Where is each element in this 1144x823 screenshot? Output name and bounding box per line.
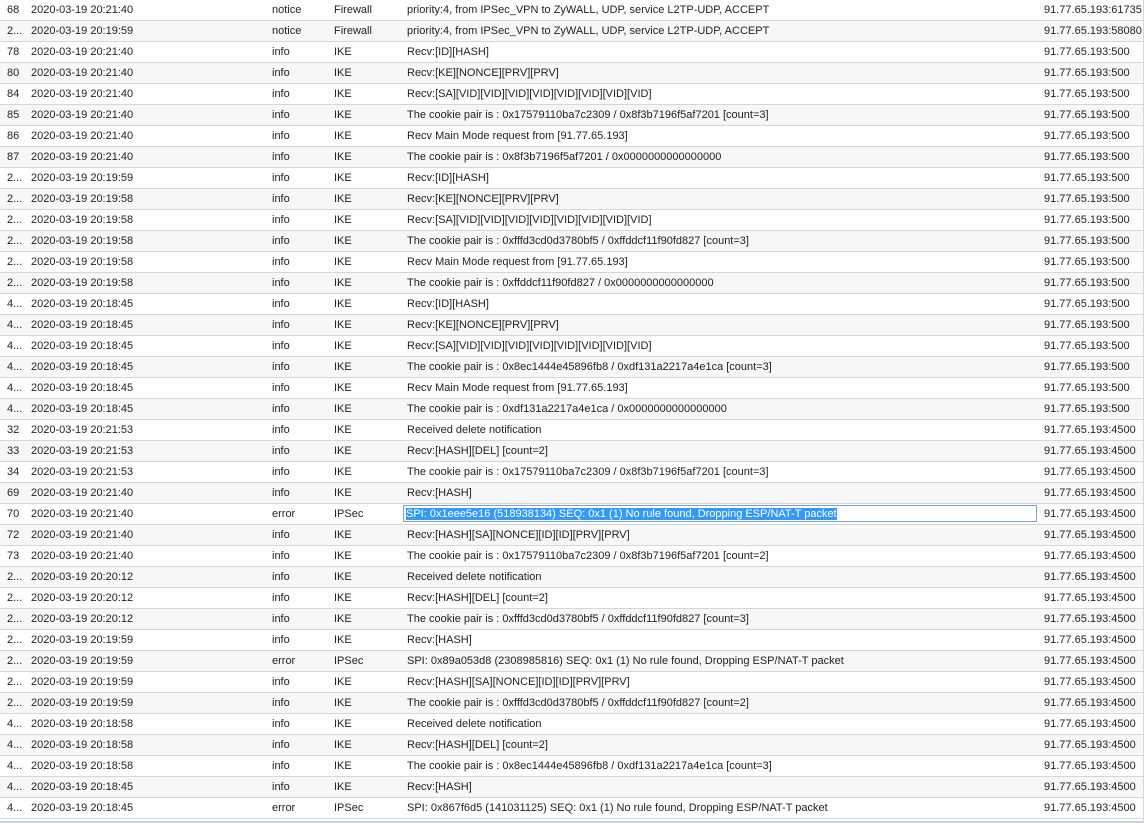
log-source-cell: 91.77.65.193:4500 (1044, 781, 1136, 793)
table-row[interactable] (0, 588, 1144, 609)
log-priority-cell: info (272, 319, 290, 331)
log-priority-cell: notice (272, 25, 302, 37)
log-priority-cell: info (272, 46, 290, 58)
log-source-cell: 91.77.65.193:500 (1044, 277, 1130, 289)
log-number-cell: 4... (7, 298, 23, 310)
log-message-cell: Recv:[SA][VID][VID][VID][VID][VID][VID][VID][VID] (407, 340, 652, 352)
log-number-cell: 2... (7, 235, 23, 247)
log-message-cell: Recv Main Mode request from [91.77.65.193] (407, 130, 628, 142)
log-category-cell: IKE (334, 781, 352, 793)
log-message-cell: Received delete notification (407, 571, 542, 583)
log-category-cell: IKE (334, 109, 352, 121)
log-source-cell: 91.77.65.193:500 (1044, 88, 1130, 100)
table-row[interactable] (0, 336, 1144, 357)
log-priority-cell: info (272, 760, 290, 772)
log-priority-cell: info (272, 613, 290, 625)
table-row[interactable] (0, 546, 1144, 567)
table-row[interactable] (0, 798, 1144, 819)
log-message-cell: Recv:[HASH][DEL] [count=2] (407, 739, 548, 751)
table-row[interactable] (0, 483, 1144, 504)
log-source-cell: 91.77.65.193:500 (1044, 130, 1130, 142)
table-row[interactable] (0, 399, 1144, 420)
table-row[interactable] (0, 714, 1144, 735)
log-message-cell: The cookie pair is : 0x17579110ba7c2309 / 0x8f3b7196f5af7201 [count=3] (407, 466, 769, 478)
log-message-cell: Recv Main Mode request from [91.77.65.193] (407, 382, 628, 394)
table-row[interactable] (0, 273, 1144, 294)
log-priority-cell: info (272, 298, 290, 310)
log-number-cell: 34 (7, 466, 20, 478)
table-row[interactable] (0, 777, 1144, 798)
log-priority-cell: info (272, 697, 290, 709)
table-row[interactable] (0, 63, 1144, 84)
log-number-cell: 85 (7, 109, 20, 121)
log-message-cell: SPI: 0x867f6d5 (141031125) SEQ: 0x1 (1) No rule found, Dropping ESP/NAT-T packet (407, 802, 828, 814)
log-number-cell: 2... (7, 655, 23, 667)
log-category-cell: IPSec (334, 802, 364, 814)
log-message-cell: The cookie pair is : 0x8ec1444e45896fb8 / 0xdf131a2217a4e1ca [count=3] (407, 760, 772, 772)
table-row[interactable] (0, 126, 1144, 147)
log-number-cell: 68 (7, 4, 20, 16)
log-priority-cell: info (272, 466, 290, 478)
log-number-cell: 80 (7, 67, 20, 79)
log-priority-cell: info (272, 151, 290, 163)
log-category-cell: IKE (334, 403, 352, 415)
log-message-cell: Recv:[KE][NONCE][PRV][PRV] (407, 193, 559, 205)
log-time-cell: 2020-03-19 20:21:40 (31, 550, 134, 562)
log-source-cell: 91.77.65.193:4500 (1044, 739, 1136, 751)
log-category-cell: IKE (334, 697, 352, 709)
table-row[interactable] (0, 294, 1144, 315)
log-time-cell: 2020-03-19 20:19:59 (31, 676, 134, 688)
log-time-cell: 2020-03-19 20:18:45 (31, 382, 134, 394)
table-row[interactable] (0, 525, 1144, 546)
log-category-cell: IKE (334, 382, 352, 394)
log-source-cell: 91.77.65.193:500 (1044, 214, 1130, 226)
log-message-cell: Recv:[HASH][SA][NONCE][ID][ID][PRV][PRV] (407, 676, 630, 688)
log-source-cell: 91.77.65.193:500 (1044, 235, 1130, 247)
log-category-cell: IKE (334, 487, 352, 499)
log-category-cell: IKE (334, 718, 352, 730)
log-time-cell: 2020-03-19 20:18:58 (31, 760, 134, 772)
log-source-cell: 91.77.65.193:4500 (1044, 487, 1136, 499)
log-source-cell: 91.77.65.193:500 (1044, 298, 1130, 310)
log-number-cell: 2... (7, 571, 23, 583)
log-message-cell: Recv:[HASH] (407, 634, 472, 646)
log-number-cell: 87 (7, 151, 20, 163)
log-number-cell: 4... (7, 361, 23, 373)
log-priority-cell: info (272, 550, 290, 562)
log-priority-cell: info (272, 718, 290, 730)
log-time-cell: 2020-03-19 20:19:59 (31, 25, 134, 37)
log-source-cell: 91.77.65.193:500 (1044, 340, 1130, 352)
log-priority-cell: info (272, 445, 290, 457)
log-time-cell: 2020-03-19 20:21:40 (31, 508, 134, 520)
log-message-cell: The cookie pair is : 0x17579110ba7c2309 / 0x8f3b7196f5af7201 [count=2] (407, 550, 769, 562)
log-number-cell: 4... (7, 760, 23, 772)
log-message-cell: Recv:[HASH] (407, 781, 472, 793)
log-time-cell: 2020-03-19 20:18:58 (31, 739, 134, 751)
log-message-cell: The cookie pair is : 0x8f3b7196f5af7201 / 0x0000000000000000 (407, 151, 722, 163)
log-category-cell: IKE (334, 466, 352, 478)
log-source-cell: 91.77.65.193:500 (1044, 67, 1130, 79)
log-message-cell: The cookie pair is : 0xfffd3cd0d3780bf5 / 0xffddcf11f90fd827 [count=3] (407, 235, 749, 247)
log-category-cell: IKE (334, 277, 352, 289)
log-time-cell: 2020-03-19 20:19:59 (31, 697, 134, 709)
log-source-cell: 91.77.65.193:4500 (1044, 802, 1136, 814)
log-source-cell: 91.77.65.193:500 (1044, 193, 1130, 205)
table-row[interactable] (0, 252, 1144, 273)
table-row[interactable] (0, 357, 1144, 378)
log-time-cell: 2020-03-19 20:21:53 (31, 424, 134, 436)
log-time-cell: 2020-03-19 20:19:58 (31, 235, 134, 247)
log-priority-cell: info (272, 592, 290, 604)
log-source-cell: 91.77.65.193:500 (1044, 403, 1130, 415)
log-category-cell: IKE (334, 634, 352, 646)
log-source-cell: 91.77.65.193:4500 (1044, 466, 1136, 478)
log-time-cell: 2020-03-19 20:19:59 (31, 634, 134, 646)
log-number-cell: 4... (7, 403, 23, 415)
log-source-cell: 91.77.65.193:61735 (1044, 4, 1142, 16)
log-number-cell: 2... (7, 172, 23, 184)
log-priority-cell: error (272, 655, 296, 667)
log-source-cell: 91.77.65.193:4500 (1044, 760, 1136, 772)
log-number-cell: 84 (7, 88, 20, 100)
log-number-cell: 4... (7, 340, 23, 352)
table-row[interactable] (0, 84, 1144, 105)
log-source-cell: 91.77.65.193:4500 (1044, 508, 1136, 520)
log-time-cell: 2020-03-19 20:18:45 (31, 319, 134, 331)
log-message-cell: The cookie pair is : 0xfffd3cd0d3780bf5 / 0xffddcf11f90fd827 [count=3] (407, 613, 749, 625)
table-row[interactable] (0, 168, 1144, 189)
log-category-cell: Firewall (334, 25, 372, 37)
log-source-cell: 91.77.65.193:4500 (1044, 697, 1136, 709)
log-priority-cell: info (272, 424, 290, 436)
table-row[interactable] (0, 378, 1144, 399)
log-category-cell: IKE (334, 361, 352, 373)
log-priority-cell: info (272, 361, 290, 373)
log-message-cell: Recv:[ID][HASH] (407, 172, 489, 184)
log-category-cell: IPSec (334, 655, 364, 667)
log-number-cell: 4... (7, 319, 23, 331)
log-time-cell: 2020-03-19 20:21:40 (31, 46, 134, 58)
log-message-cell: Recv:[ID][HASH] (407, 46, 489, 58)
log-number-cell: 86 (7, 130, 20, 142)
log-category-cell: Firewall (334, 4, 372, 16)
log-time-cell: 2020-03-19 20:18:45 (31, 781, 134, 793)
log-priority-cell: info (272, 88, 290, 100)
table-row[interactable] (0, 609, 1144, 630)
log-time-cell: 2020-03-19 20:19:58 (31, 256, 134, 268)
log-time-cell: 2020-03-19 20:21:40 (31, 487, 134, 499)
log-time-cell: 2020-03-19 20:21:40 (31, 130, 134, 142)
log-number-cell: 2... (7, 676, 23, 688)
log-message-cell: Recv:[KE][NONCE][PRV][PRV] (407, 67, 559, 79)
log-priority-cell: info (272, 256, 290, 268)
log-message-cell[interactable] (403, 505, 1037, 522)
log-message-cell: Recv:[KE][NONCE][PRV][PRV] (407, 319, 559, 331)
log-priority-cell: error (272, 802, 296, 814)
log-priority-cell: info (272, 277, 290, 289)
log-time-cell: 2020-03-19 20:18:45 (31, 361, 134, 373)
log-number-cell: 2... (7, 277, 23, 289)
table-row[interactable] (0, 210, 1144, 231)
log-category-cell: IKE (334, 529, 352, 541)
log-category-cell: IKE (334, 340, 352, 352)
log-time-cell: 2020-03-19 20:21:40 (31, 4, 134, 16)
log-priority-cell: info (272, 109, 290, 121)
log-number-cell: 2... (7, 592, 23, 604)
log-time-cell: 2020-03-19 20:19:58 (31, 277, 134, 289)
log-time-cell: 2020-03-19 20:18:45 (31, 802, 134, 814)
log-message-cell: Recv:[HASH][DEL] [count=2] (407, 445, 548, 457)
log-number-cell: 2... (7, 634, 23, 646)
log-number-cell: 4... (7, 382, 23, 394)
log-message-cell: Recv:[SA][VID][VID][VID][VID][VID][VID][VID][VID] (407, 88, 652, 100)
log-number-cell: 70 (7, 508, 20, 520)
log-priority-cell: info (272, 67, 290, 79)
log-message-cell: The cookie pair is : 0xdf131a2217a4e1ca / 0x0000000000000000 (407, 403, 727, 415)
log-message-cell: Recv:[HASH][SA][NONCE][ID][ID][PRV][PRV] (407, 529, 630, 541)
log-time-cell: 2020-03-19 20:18:45 (31, 403, 134, 415)
log-number-cell: 33 (7, 445, 20, 457)
table-row[interactable] (0, 189, 1144, 210)
log-number-cell: 2... (7, 25, 23, 37)
log-time-cell: 2020-03-19 20:19:59 (31, 655, 134, 667)
log-source-cell: 91.77.65.193:4500 (1044, 550, 1136, 562)
log-time-cell: 2020-03-19 20:18:45 (31, 340, 134, 352)
log-time-cell: 2020-03-19 20:20:12 (31, 592, 134, 604)
log-time-cell: 2020-03-19 20:18:45 (31, 298, 134, 310)
log-number-cell: 2... (7, 256, 23, 268)
log-source-cell: 91.77.65.193:500 (1044, 151, 1130, 163)
log-source-cell: 91.77.65.193:4500 (1044, 613, 1136, 625)
table-row[interactable] (0, 567, 1144, 588)
table-row[interactable] (0, 693, 1144, 714)
log-priority-cell: info (272, 403, 290, 415)
log-number-cell: 2... (7, 214, 23, 226)
log-message-cell: Received delete notification (407, 718, 542, 730)
log-time-cell: 2020-03-19 20:20:12 (31, 613, 134, 625)
log-source-cell: 91.77.65.193:500 (1044, 382, 1130, 394)
log-category-cell: IKE (334, 172, 352, 184)
log-priority-cell: info (272, 130, 290, 142)
log-source-cell: 91.77.65.193:500 (1044, 319, 1130, 331)
log-source-cell: 91.77.65.193:500 (1044, 109, 1130, 121)
log-number-cell: 2... (7, 697, 23, 709)
log-message-cell: Recv:[HASH][DEL] [count=2] (407, 592, 548, 604)
log-source-cell: 91.77.65.193:4500 (1044, 655, 1136, 667)
table-row[interactable] (0, 315, 1144, 336)
log-priority-cell: info (272, 340, 290, 352)
table-row[interactable] (0, 21, 1144, 42)
log-message-cell: Recv:[ID][HASH] (407, 298, 489, 310)
log-source-cell: 91.77.65.193:4500 (1044, 529, 1136, 541)
log-time-cell: 2020-03-19 20:21:40 (31, 529, 134, 541)
table-row[interactable] (0, 462, 1144, 483)
log-source-cell: 91.77.65.193:500 (1044, 361, 1130, 373)
log-number-cell: 69 (7, 487, 20, 499)
log-priority-cell: info (272, 634, 290, 646)
log-message-cell: Recv:[HASH] (407, 487, 472, 499)
log-priority-cell: info (272, 235, 290, 247)
table-row[interactable] (0, 735, 1144, 756)
log-category-cell: IKE (334, 88, 352, 100)
table-row[interactable] (0, 672, 1144, 693)
log-priority-cell: info (272, 193, 290, 205)
table-row[interactable] (0, 147, 1144, 168)
log-number-cell: 4... (7, 718, 23, 730)
log-message-cell: The cookie pair is : 0x17579110ba7c2309 / 0x8f3b7196f5af7201 [count=3] (407, 109, 769, 121)
log-priority-cell: info (272, 382, 290, 394)
log-category-cell: IKE (334, 151, 352, 163)
log-priority-cell: error (272, 508, 296, 520)
log-message-cell: The cookie pair is : 0xffddcf11f90fd827 / 0x0000000000000000 (407, 277, 714, 289)
log-source-cell: 91.77.65.193:4500 (1044, 634, 1136, 646)
log-message-cell: Received delete notification (407, 424, 542, 436)
table-row-selected[interactable] (0, 504, 1144, 525)
table-row[interactable] (0, 420, 1144, 441)
log-category-cell: IKE (334, 592, 352, 604)
log-time-cell: 2020-03-19 20:19:58 (31, 193, 134, 205)
log-category-cell: IKE (334, 550, 352, 562)
log-message-cell: priority:4, from IPSec_VPN to ZyWALL, UDP, service L2TP-UDP, ACCEPT (407, 25, 770, 37)
table-row[interactable] (0, 42, 1144, 63)
log-source-cell: 91.77.65.193:4500 (1044, 571, 1136, 583)
log-time-cell: 2020-03-19 20:21:53 (31, 466, 134, 478)
log-message-cell: The cookie pair is : 0xfffd3cd0d3780bf5 / 0xffddcf11f90fd827 [count=2] (407, 697, 749, 709)
log-priority-cell: info (272, 676, 290, 688)
log-category-cell: IKE (334, 739, 352, 751)
log-priority-cell: notice (272, 4, 302, 16)
log-message-cell: The cookie pair is : 0x8ec1444e45896fb8 / 0xdf131a2217a4e1ca [count=3] (407, 361, 772, 373)
log-number-cell: 32 (7, 424, 20, 436)
log-priority-cell: info (272, 172, 290, 184)
log-category-cell: IKE (334, 760, 352, 772)
table-row[interactable] (0, 651, 1144, 672)
log-source-cell: 91.77.65.193:58080 (1044, 25, 1142, 37)
log-source-cell: 91.77.65.193:4500 (1044, 676, 1136, 688)
log-category-cell: IKE (334, 613, 352, 625)
log-source-cell: 91.77.65.193:4500 (1044, 424, 1136, 436)
log-number-cell: 4... (7, 781, 23, 793)
log-category-cell: IKE (334, 298, 352, 310)
log-time-cell: 2020-03-19 20:18:58 (31, 718, 134, 730)
log-category-cell: IKE (334, 214, 352, 226)
log-message-cell: Recv Main Mode request from [91.77.65.193] (407, 256, 628, 268)
log-number-cell: 4... (7, 739, 23, 751)
log-message-cell: Recv:[SA][VID][VID][VID][VID][VID][VID][VID][VID] (407, 214, 652, 226)
log-category-cell: IKE (334, 571, 352, 583)
log-category-cell: IKE (334, 424, 352, 436)
log-category-cell: IKE (334, 235, 352, 247)
table-row[interactable] (0, 630, 1144, 651)
log-priority-cell: info (272, 487, 290, 499)
log-source-cell: 91.77.65.193:500 (1044, 46, 1130, 58)
log-priority-cell: info (272, 781, 290, 793)
log-category-cell: IKE (334, 319, 352, 331)
log-message-cell: SPI: 0x89a053d8 (2308985816) SEQ: 0x1 (1) No rule found, Dropping ESP/NAT-T packet (407, 655, 844, 667)
log-category-cell: IKE (334, 67, 352, 79)
log-time-cell: 2020-03-19 20:21:40 (31, 67, 134, 79)
log-source-cell: 91.77.65.193:500 (1044, 172, 1130, 184)
log-time-cell: 2020-03-19 20:21:40 (31, 151, 134, 163)
log-time-cell: 2020-03-19 20:19:58 (31, 214, 134, 226)
log-number-cell: 4... (7, 802, 23, 814)
log-priority-cell: info (272, 529, 290, 541)
log-category-cell: IKE (334, 445, 352, 457)
log-time-cell: 2020-03-19 20:21:40 (31, 88, 134, 100)
log-number-cell: 78 (7, 46, 20, 58)
log-category-cell: IKE (334, 256, 352, 268)
log-time-cell: 2020-03-19 20:20:12 (31, 571, 134, 583)
table-row[interactable] (0, 756, 1144, 777)
log-source-cell: 91.77.65.193:500 (1044, 256, 1130, 268)
log-priority-cell: info (272, 571, 290, 583)
log-category-cell: IKE (334, 130, 352, 142)
log-source-cell: 91.77.65.193:4500 (1044, 718, 1136, 730)
log-category-cell: IKE (334, 46, 352, 58)
log-time-cell: 2020-03-19 20:21:53 (31, 445, 134, 457)
log-time-cell: 2020-03-19 20:21:40 (31, 109, 134, 121)
log-number-cell: 2... (7, 193, 23, 205)
table-row[interactable] (0, 231, 1144, 252)
log-source-cell: 91.77.65.193:4500 (1044, 445, 1136, 457)
table-row[interactable] (0, 105, 1144, 126)
table-row[interactable] (0, 0, 1144, 21)
log-number-cell: 2... (7, 613, 23, 625)
log-priority-cell: info (272, 739, 290, 751)
table-row[interactable] (0, 441, 1144, 462)
log-category-cell: IPSec (334, 508, 364, 520)
selected-message-text[interactable]: SPI: 0x1eee5e16 (518938134) SEQ: 0x1 (1) No rule found, Dropping ESP/NAT-T packet (406, 508, 837, 520)
log-source-cell: 91.77.65.193:4500 (1044, 592, 1136, 604)
log-category-cell: IKE (334, 676, 352, 688)
log-message-cell: priority:4, from IPSec_VPN to ZyWALL, UDP, service L2TP-UDP, ACCEPT (407, 4, 770, 16)
log-number-cell: 72 (7, 529, 20, 541)
log-time-cell: 2020-03-19 20:19:59 (31, 172, 134, 184)
log-number-cell: 73 (7, 550, 20, 562)
log-priority-cell: info (272, 214, 290, 226)
log-category-cell: IKE (334, 193, 352, 205)
